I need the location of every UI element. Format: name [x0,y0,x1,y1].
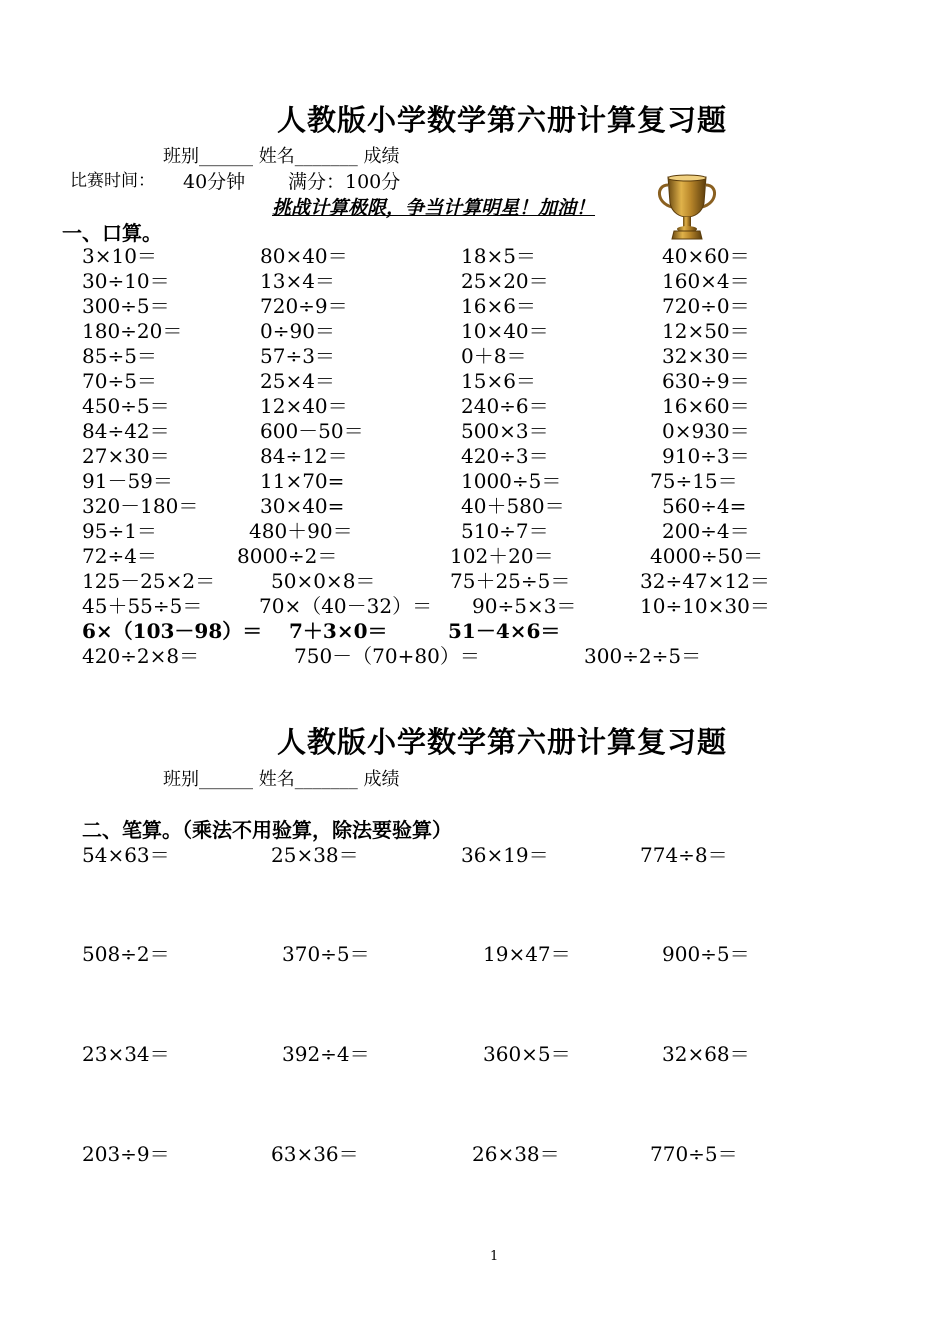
full-score: 满分：100分 [288,171,401,193]
oral-problem: 480＋90＝ [249,519,353,543]
oral-problem: 6×（103－98）＝ [82,619,263,643]
oral-problem: 30×40= [260,494,345,518]
time-value: 40分钟 [183,171,246,193]
oral-problem: 75÷15＝ [650,469,738,493]
written-problem: 63×36＝ [271,1142,359,1166]
oral-problem: 70×（40－32）＝ [259,594,433,618]
oral-problem: 84÷12＝ [260,444,348,468]
written-problem: 54×63＝ [82,843,170,867]
oral-problem: 11×70= [260,469,345,493]
oral-problem: 720÷0＝ [662,294,750,318]
oral-problem: 420÷2×8＝ [82,644,200,668]
page-title-2: 人教版小学数学第六册计算复习题 [277,725,728,759]
page-title: 人教版小学数学第六册计算复习题 [277,103,728,137]
written-problem: 774÷8＝ [640,843,728,867]
oral-problem: 1000÷5＝ [461,469,562,493]
oral-problem: 75＋25÷5＝ [450,569,571,593]
oral-problem: 85÷5＝ [82,344,157,368]
oral-problem: 720÷9＝ [260,294,348,318]
written-problem: 360×5＝ [483,1042,571,1066]
oral-problem: 51－4×6＝ [448,619,561,643]
oral-problem: 180÷20＝ [82,319,183,343]
oral-problem: 10×40＝ [461,319,549,343]
oral-problem: 12×40＝ [260,394,348,418]
trophy-icon [654,173,720,243]
oral-problem: 25×4＝ [260,369,335,393]
written-problem: 32×68＝ [662,1042,750,1066]
oral-problem: 50×0×8＝ [271,569,376,593]
oral-problem: 600－50＝ [260,419,364,443]
oral-problem: 57÷3＝ [260,344,335,368]
section-heading-oral: 一、口算。 [62,221,162,245]
oral-problem: 3×10＝ [82,244,157,268]
student-info: 班别______ 姓名_______ 成绩 [163,146,400,167]
oral-problem: 32÷47×12＝ [640,569,770,593]
student-info-2: 班别______ 姓名_______ 成绩 [163,769,400,790]
oral-problem: 95÷1＝ [82,519,157,543]
oral-problem: 300÷5＝ [82,294,170,318]
written-problem: 392÷4＝ [282,1042,370,1066]
oral-problem: 160×4＝ [662,269,750,293]
written-problem: 25×38＝ [271,843,359,867]
section-heading-written: 二、笔算。（乘法不用验算，除法要验算） [82,818,452,842]
oral-problem: 40＋580＝ [461,494,565,518]
oral-problem: 240÷6＝ [461,394,549,418]
written-problem: 203÷9＝ [82,1142,170,1166]
oral-problem: 0×930＝ [662,419,750,443]
oral-problem: 91－59＝ [82,469,173,493]
oral-problem: 4000÷50＝ [650,544,764,568]
oral-problem: 13×4＝ [260,269,335,293]
oral-problem: 0＋8＝ [461,344,527,368]
oral-problem: 8000÷2＝ [237,544,338,568]
oral-problem: 300÷2÷5＝ [584,644,702,668]
oral-problem: 560÷4= [662,494,747,518]
oral-problem: 16×60＝ [662,394,750,418]
oral-problem: 630÷9＝ [662,369,750,393]
written-problem: 770÷5＝ [650,1142,738,1166]
oral-problem: 125－25×2＝ [82,569,216,593]
written-problem: 26×38＝ [472,1142,560,1166]
written-problem: 508÷2＝ [82,942,170,966]
written-problem: 23×34＝ [82,1042,170,1066]
oral-problem: 32×30＝ [662,344,750,368]
oral-problem: 15×6＝ [461,369,536,393]
time-label: 比赛时间： [70,171,155,191]
oral-problem: 320－180＝ [82,494,199,518]
oral-problem: 500×3＝ [461,419,549,443]
oral-problem: 910÷3＝ [662,444,750,468]
oral-problem: 18×5＝ [461,244,536,268]
oral-problem: 90÷5×3＝ [472,594,577,618]
oral-problem: 40×60＝ [662,244,750,268]
oral-problem: 30÷10＝ [82,269,170,293]
oral-problem: 70÷5＝ [82,369,157,393]
oral-problem: 16×6＝ [461,294,536,318]
written-problem: 36×19＝ [461,843,549,867]
written-problem: 19×47＝ [483,942,571,966]
page-number: 1 [490,1249,499,1264]
slogan: 挑战计算极限，争当计算明星！加油！ [272,197,596,219]
oral-problem: 0÷90＝ [260,319,335,343]
oral-problem: 420÷3＝ [461,444,549,468]
oral-problem: 102＋20＝ [450,544,554,568]
oral-problem: 510÷7＝ [461,519,549,543]
oral-problem: 200÷4＝ [662,519,750,543]
oral-problem: 72÷4＝ [82,544,157,568]
oral-problem: 84÷42＝ [82,419,170,443]
oral-problem: 12×50＝ [662,319,750,343]
oral-problem: 80×40＝ [260,244,348,268]
oral-problem: 25×20＝ [461,269,549,293]
oral-problem: 10÷10×30＝ [640,594,770,618]
written-problem: 900÷5＝ [662,942,750,966]
oral-problem: 750－（70+80）＝ [294,644,480,668]
oral-problem: 45＋55÷5＝ [82,594,203,618]
oral-problem: 7＋3×0＝ [289,619,388,643]
oral-problem: 450÷5＝ [82,394,170,418]
oral-problem: 27×30＝ [82,444,170,468]
written-problem: 370÷5＝ [282,942,370,966]
